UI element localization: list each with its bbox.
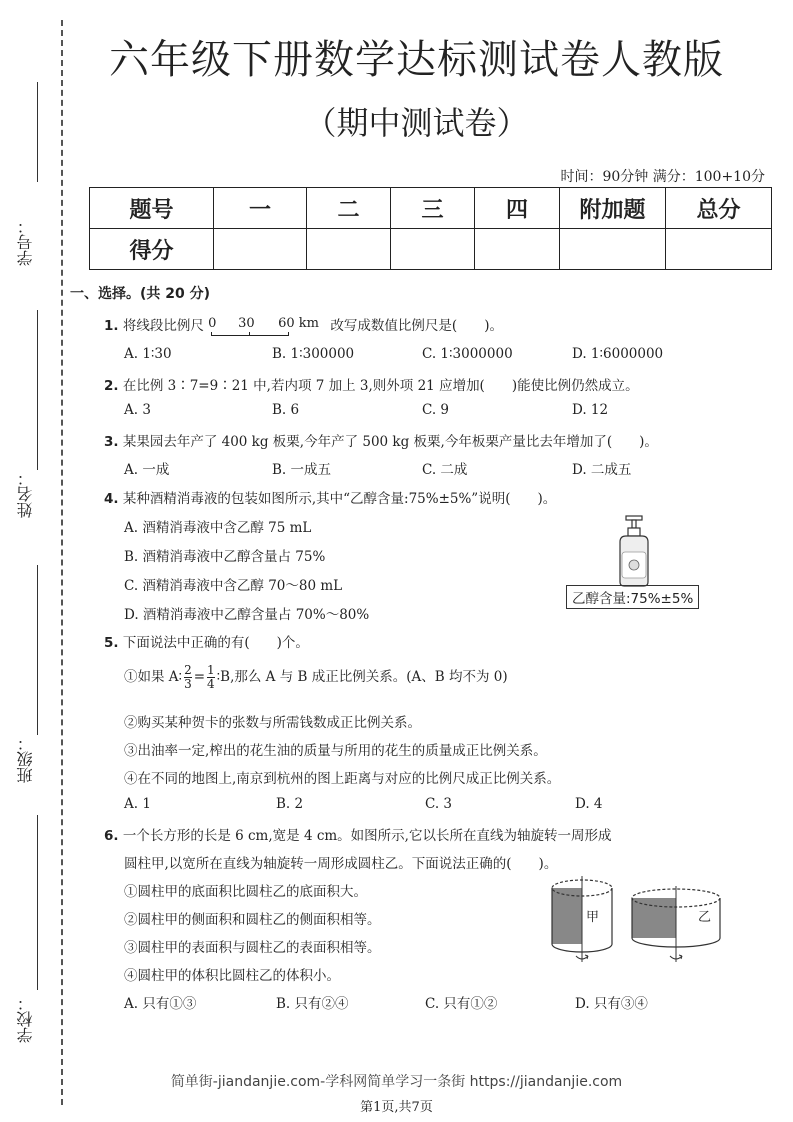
header-cell: 三 — [391, 188, 475, 229]
option[interactable]: C. 酒精消毒液中含乙醇 70～80 mL — [124, 578, 343, 594]
question-text: 一个长方形的长是 6 cm,宽是 4 cm。如图所示,它以长所在直线为轴旋转一周形成 — [122, 828, 612, 844]
option[interactable]: D. 二成五 — [572, 462, 632, 478]
header-cell: 一 — [214, 188, 307, 229]
question-6-cont: 圆柱甲,以宽所在直线为轴旋转一周形成圆柱乙。下面说法正确的( )。 — [124, 856, 558, 872]
cylinder-jia-icon — [544, 876, 622, 968]
school-label: 学校： — [16, 995, 35, 1043]
option[interactable]: B. 6 — [272, 402, 300, 418]
statement-text: ①如果 A∶ — [124, 669, 183, 685]
school-line — [37, 815, 38, 990]
question-number: 1. — [104, 318, 119, 334]
row-label: 得分 — [90, 229, 214, 270]
statement-2: ②圆柱甲的侧面积和圆柱乙的侧面积相等。 — [124, 912, 381, 928]
scale-tick-label: 30 — [238, 315, 255, 331]
scale-tick-label: 60 km — [278, 315, 320, 331]
question-number: 3. — [104, 434, 119, 450]
header-cell: 题号 — [90, 188, 214, 229]
option[interactable]: C. 3 — [425, 796, 453, 812]
denominator: 3 — [184, 677, 192, 691]
option[interactable]: D. 4 — [575, 796, 603, 812]
question-6 — [104, 824, 611, 844]
score-table-score-row — [90, 229, 772, 270]
scale-line — [211, 332, 289, 336]
question-5 — [104, 631, 309, 651]
option[interactable]: C. 二成 — [422, 462, 468, 478]
option[interactable]: C. 9 — [422, 402, 450, 418]
option[interactable]: B. 1∶300000 — [272, 346, 355, 362]
statement-4: ④圆柱甲的体积比圆柱乙的体积小。 — [124, 968, 340, 984]
statement-2: ②购买某种贺卡的张数与所需钱数成正比例关系。 — [124, 715, 421, 731]
statement-1 — [124, 664, 508, 691]
option[interactable]: B. 一成五 — [272, 462, 332, 478]
score-cell[interactable] — [666, 229, 772, 270]
question-3 — [104, 430, 658, 450]
option[interactable]: B. 只有②④ — [276, 996, 349, 1012]
question-text: 将线段比例尺 — [122, 318, 204, 334]
option[interactable]: A. 一成 — [124, 462, 170, 478]
statement-text: ∶B,那么 A 与 B 成正比例关系。(A、B 均不为 0) — [216, 669, 508, 685]
option[interactable]: D. 1∶6000000 — [572, 346, 664, 362]
equals: = — [193, 669, 206, 685]
question-text: 下面说法中正确的有( )个。 — [122, 635, 309, 651]
fraction — [207, 664, 215, 691]
score-table-header-row — [90, 188, 772, 229]
fraction — [184, 664, 192, 691]
name-label: 姓名： — [16, 470, 35, 518]
header-cell: 四 — [475, 188, 560, 229]
option[interactable]: A. 1 — [124, 796, 151, 812]
page-number: 第1页,共7页 — [360, 1100, 433, 1115]
statement-3: ③圆柱甲的表面积与圆柱乙的表面积相等。 — [124, 940, 381, 956]
statement-3: ③出油率一定,榨出的花生油的质量与所用的花生的质量成正比例关系。 — [124, 743, 547, 759]
score-cell[interactable] — [391, 229, 475, 270]
footer-website: 简单街-jiandanjie.com-学科网简单学习一条街 https://jiandanjie.com — [170, 1074, 623, 1090]
page-subtitle: （期中测试卷） — [304, 104, 529, 142]
binding-dashed-line — [61, 20, 63, 1105]
header-cell: 附加题 — [560, 188, 666, 229]
option[interactable]: A. 酒精消毒液中含乙醇 75 mL — [124, 520, 312, 536]
cylinder-jia-label: 甲 — [586, 910, 600, 925]
header-cell: 二 — [307, 188, 391, 229]
scale-tick-label: 0 — [208, 315, 217, 331]
section-heading: 一、选择。(共 20 分) — [70, 286, 211, 302]
option[interactable]: B. 酒精消毒液中乙醇含量占 75% — [124, 549, 326, 565]
cylinder-yi-icon — [628, 886, 734, 968]
option[interactable]: D. 只有③④ — [575, 996, 648, 1012]
numerator: 1 — [207, 663, 215, 677]
score-cell[interactable] — [560, 229, 666, 270]
question-text: 改写成数值比例尺是( )。 — [330, 318, 503, 334]
score-cell[interactable] — [475, 229, 560, 270]
name-line — [37, 310, 38, 470]
sanitizer-bottle-icon — [612, 512, 670, 588]
denominator: 4 — [207, 677, 215, 691]
header-cell: 总分 — [666, 188, 772, 229]
question-number: 5. — [104, 635, 119, 651]
ethanol-content-label: 乙醇含量:75%±5% — [566, 585, 699, 609]
option[interactable]: A. 3 — [124, 402, 151, 418]
class-label: 班级： — [16, 735, 35, 783]
question-number: 2. — [104, 378, 119, 394]
time-info: 时间：90分钟 满分：100+10分 — [560, 169, 765, 185]
question-number: 6. — [104, 828, 119, 844]
statement-1: ①圆柱甲的底面积比圆柱乙的底面积大。 — [124, 884, 367, 900]
question-text: 某果园去年产了 400 kg 板栗,今年产了 500 kg 板栗,今年板栗产量比去年增加了( )。 — [122, 434, 658, 450]
option[interactable]: C. 只有①② — [425, 996, 498, 1012]
option[interactable]: C. 1∶3000000 — [422, 346, 513, 362]
option[interactable]: D. 酒精消毒液中乙醇含量占 70%～80% — [124, 607, 370, 623]
question-2 — [104, 374, 639, 394]
question-4 — [104, 487, 556, 507]
cylinder-yi-label: 乙 — [698, 910, 712, 925]
question-text: 某种酒精消毒液的包装如图所示,其中“乙醇含量:75%±5%”说明( )。 — [122, 491, 557, 507]
page-title: 六年级下册数学达标测试卷人教版 — [109, 37, 724, 83]
question-text: 在比例 3∶7=9∶21 中,若内项 7 加上 3,则外项 21 应增加( )能使比例仍然成立。 — [122, 378, 639, 394]
score-cell[interactable] — [214, 229, 307, 270]
student-id-label: 学号： — [16, 218, 35, 266]
numerator: 2 — [184, 663, 192, 677]
score-cell[interactable] — [307, 229, 391, 270]
option[interactable]: A. 只有①③ — [124, 996, 197, 1012]
option[interactable]: A. 1∶30 — [124, 346, 172, 362]
class-line — [37, 565, 38, 735]
scale-mid-tick — [249, 332, 250, 336]
option[interactable]: B. 2 — [276, 796, 304, 812]
score-table — [89, 187, 772, 270]
option[interactable]: D. 12 — [572, 402, 609, 418]
question-number: 4. — [104, 491, 119, 507]
question-1 — [104, 314, 503, 336]
scale-bar — [208, 315, 320, 336]
statement-4: ④在不同的地图上,南京到杭州的图上距离与对应的比例尺成正比例关系。 — [124, 771, 561, 787]
